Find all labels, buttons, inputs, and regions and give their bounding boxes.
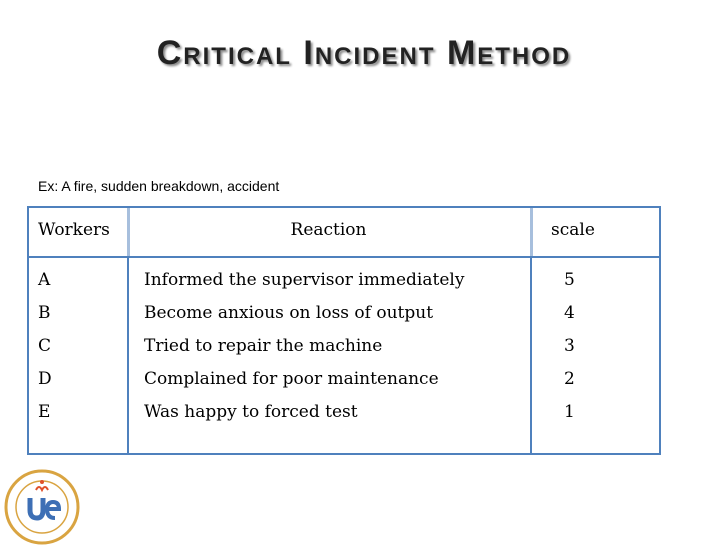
header-reaction: Reaction [290, 220, 367, 240]
worker-cell: A [38, 270, 51, 290]
reaction-cell: Complained for poor maintenance [144, 369, 439, 389]
worker-cell: B [38, 303, 51, 323]
scale-cell: 4 [564, 303, 575, 323]
scale-cell: 2 [564, 369, 575, 389]
reaction-cell: Was happy to forced test [144, 402, 358, 422]
reaction-cell: Become anxious on loss of output [144, 303, 434, 323]
scale-cell: 3 [564, 336, 575, 356]
university-logo [3, 468, 81, 546]
scale-cell: 1 [564, 402, 575, 422]
header-scale: scale [551, 220, 595, 240]
scale-column [564, 264, 575, 429]
worker-cell: C [38, 336, 52, 356]
reaction-cell: Tried to repair the machine [144, 336, 383, 356]
worker-cell: D [38, 369, 52, 389]
column-divider-2 [530, 208, 532, 453]
slide-title: Critical Incident Method [156, 34, 572, 72]
incident-table [27, 206, 661, 455]
workers-column [38, 264, 52, 429]
header-divider [29, 256, 659, 258]
example-text: Ex: A fire, sudden breakdown, accident [38, 178, 280, 194]
header-workers: Workers [38, 220, 110, 240]
scale-cell: 5 [564, 270, 575, 290]
reaction-column [144, 264, 464, 429]
worker-cell: E [38, 402, 51, 422]
reaction-cell: Informed the supervisor immediately [144, 270, 465, 290]
